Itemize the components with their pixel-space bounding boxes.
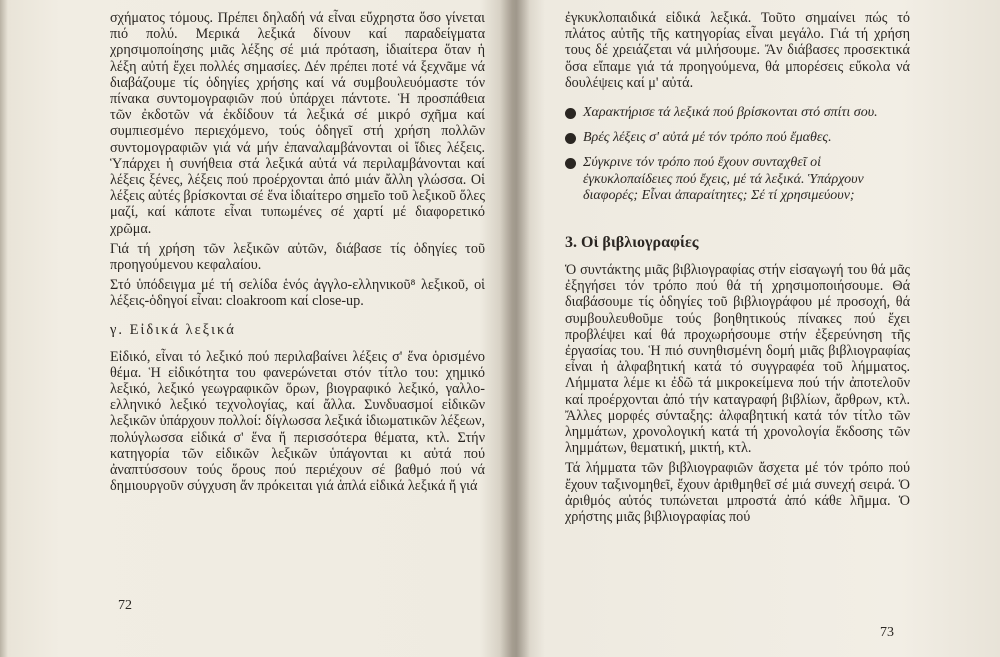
right-page xyxy=(565,0,910,657)
bullet-icon xyxy=(565,133,576,144)
left-paragraph-3: Στό ὑπόδειγμα μέ τή σελίδα ἑνός ἀγγλο-ελληνικοῦ⁸ λεξικοῦ, οἱ λέξεις-ὁδηγοί εἶναι: cloakroom καί close-up. xyxy=(110,277,485,310)
exercise-text: Χαρακτήρισε τά λεξικά πού βρίσκονται στό σπίτι σου. xyxy=(583,105,878,121)
left-page-number: 72 xyxy=(118,598,132,613)
right-page-number: 73 xyxy=(880,625,894,640)
left-paragraph-1: σχήματος τόμους. Πρέπει δηλαδή νά εἶναι εὔχρηστα ὅσο γίνεται πιό πολύ. Μερικά λεξικά δίνουν καί παραδείγματα χρησιμοποίησης μιᾶς λέξης σέ μιά πρόταση, ἰδιαίτερα ὅταν ἡ λέξη αὐτή ἔχει πολλές σημασίες. Δέν πρέπει ποτέ νά ξεχνᾶμε νά διαβάζουμε τίς ὁδηγίες χρήσης καί νά συμβουλευόμαστε τόν πίνακα συντομογραφιῶν πού ὑπάρχει πάντοτε. Ἡ προσπάθεια τῶν ἐκδοτῶν νά ἐκδίδουν τά λεξικά σέ μικρό σχῆμα καί συμπιεσμένο περιεχόμενο, τούς ὁδηγεῖ στή χρήση πολλῶν συντομογραφιῶν γιά νά μήν ἐπαναλαμβάνονται οἱ ἴδιες λέξεις. Ὑπάρχει ἡ συνήθεια στά λεξικά αὐτά νά περιλαμβάνονται καί λέξεις ξένες, λέξεις πού προέρχονται ἀπό μιάν ἄλλη γλώσσα. Οἱ λέξεις αὐτές βρίσκονται σέ ἕνα ἰδιαίτερο σημεῖο τοῦ λεξικοῦ ὅλες μαζί, καί κάποτε εἶναι τυπωμένες σέ χαρτί μέ διαφορετικό χρῶμα. xyxy=(110,10,485,237)
exercise-text: Σύγκρινε τόν τρόπο πού ἔχουν συνταχθεῖ οἱ ἐγκυκλοπαίδειες πού ἔχεις, μέ τά λεξικά. Ὑπάρχουν διαφορές; Εἶναι ἀπαραίτητες; Σέ τί χρησιμεύουν; xyxy=(583,155,864,203)
exercise-item xyxy=(565,105,910,121)
section-title-bibliographies: 3. Οἱ βιβλιογραφίες xyxy=(565,234,699,252)
bullet-icon xyxy=(565,108,576,119)
subheading-special-dictionaries: γ. Εἰδικά λεξικά xyxy=(110,321,236,338)
exercise-text: Βρές λέξεις σ' αὐτά μέ τόν τρόπο πού ἔμαθες. xyxy=(583,130,832,146)
right-paragraph-1: ἐγκυκλοπαιδικά εἰδικά λεξικά. Τοῦτο σημαίνει πώς τό πλάτος αὐτῆς τῆς κατηγορίας εἶναι μεγάλο. Γιά τή χρήση τους δέ χρειάζεται νά μιλήσουμε. Ἄν διάβασες προσεκτικά ὅσα εἴπαμε γιά τά προηγούμενα, θά μπορέσεις εὔκολα νά δουλέψεις καί μ' αὐτά. xyxy=(565,10,910,91)
bullet-icon xyxy=(565,158,576,169)
left-page xyxy=(110,0,485,657)
exercise-item xyxy=(565,155,910,204)
right-paragraph-2: Ὁ συντάκτης μιᾶς βιβλιογραφίας στήν εἰσαγωγή του θά μᾶς ἐξηγήσει τόν τρόπο πού θά τή χρησιμοποιήσουμε. Θά διαβάσουμε τίς ὁδηγίες τοῦ βιβλιογράφου μέ προσοχή, θά συμβουλευθοῦμε τούς βοηθητικούς πίνακες πού ἔχει προβλέψει καί θά προχωρήσουμε στήν ἐξερεύνηση τῆς ἐργασίας του. Ἡ πιό συνηθισμένη δομή μιᾶς βιβλιογραφίας εἶναι ἡ ἀλφαβητική κατά τό συγγραφέα τοῦ λήμματος. Λήμματα λέμε κι ἐδῶ τά μικροκείμενα πού τήν ἀποτελοῦν καί προέρχονται ἀπό τήν καταγραφή βιβλίων, ἄρθρων, κτλ. Ἄλλες μορφές σύνταξης: ἀλφαβητική κατά τόν τίτλο τῶν λημμάτων, χρονολογική κατά τή χρονολογία ἔκδοσης τῶν λημμάτων, θεματική, μικτή, κτλ. xyxy=(565,262,910,457)
right-paragraph-3: Τά λήμματα τῶν βιβλιογραφιῶν ἄσχετα μέ τόν τρόπο πού ἔχουν ταξινομηθεῖ, ἔχουν ἀριθμηθεῖ σέ μιά συνεχή σειρά. Ὁ ἀριθμός αὐτός τυπώνεται μπροστά ἀπό κάθε λῆμμα. Ὁ χρήστης μιᾶς βιβλιογραφίας πού xyxy=(565,460,910,526)
left-paragraph-2: Γιά τή χρήση τῶν λεξικῶν αὐτῶν, διάβασε τίς ὁδηγίες τοῦ προηγούμενου κεφαλαίου. xyxy=(110,240,485,274)
book-gutter xyxy=(500,0,530,657)
left-paragraph-4: Εἰδικό, εἶναι τό λεξικό πού περιλαβαίνει λέξεις σ' ἕνα ὁρισμένο θέμα. Ἡ εἰδικότητα του φανερώνεται στόν τίτλο του: χημικό λεξικό, λεξικό γεωγραφικῶν ὅρων, βιογραφικό λεξικό, γαλλο-ελληνικό λεξικό τεχνολογίας, καί ἄλλα. Συνδυασμοί εἰδικῶν λεξικῶν ὑπάρχουν πολλοί: δίγλωσσα λεξικά ἰδιωματικῶν λέξεων, πολύγλωσσα εἰδικά σ' ἕνα ἤ περισσότερα θέματα, κτλ. Στήν κατηγορία τῶν εἰδικῶν λεξικῶν ὑπάγονται κι αὐτά πού ἀναπτύσσουν τούς ὅρους πού περιέχουν σέ βαθμό πού νά δημιουργοῦν σύγχυση ἄν πρόκειται γιά ἁπλά εἰδικά λεξικά ἤ γιά xyxy=(110,348,485,495)
exercise-item xyxy=(565,130,910,146)
